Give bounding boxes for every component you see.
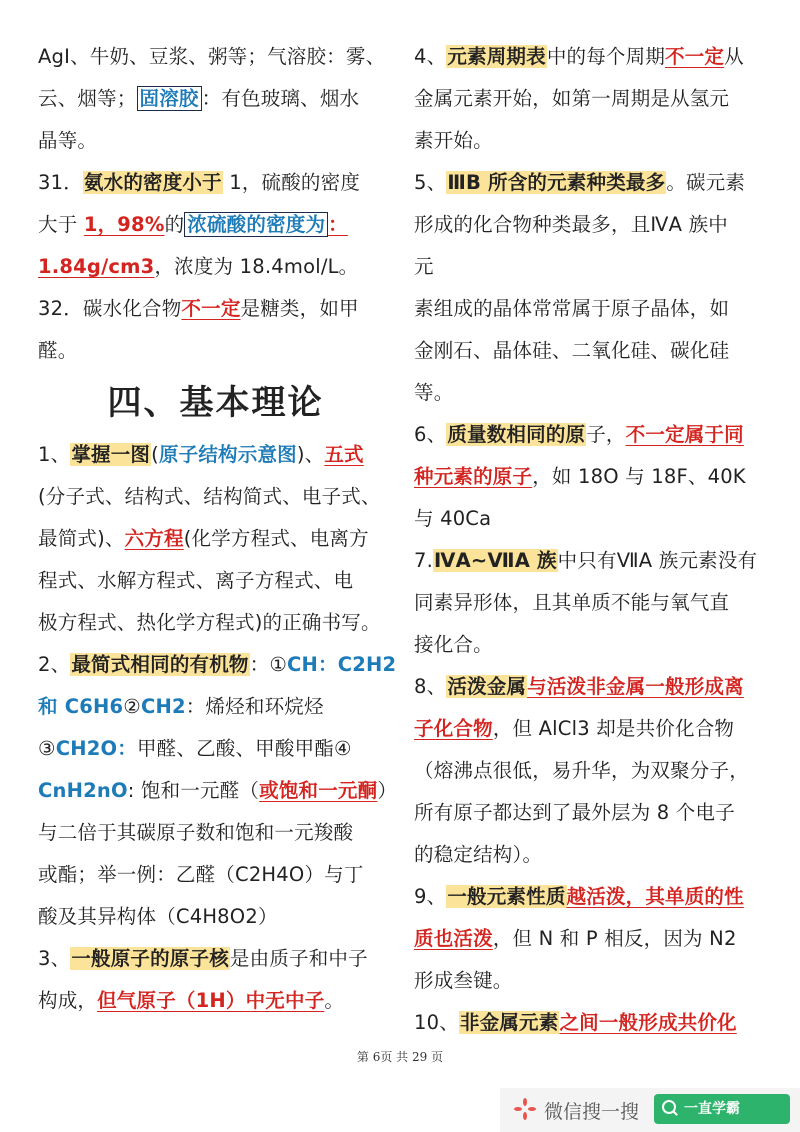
highlight-term: ⅣA~ⅦA 族 bbox=[434, 549, 557, 572]
text-line: （熔沸点很低，易升华，为双聚分子， bbox=[414, 759, 749, 782]
watermark-text: 微信搜一搜 bbox=[544, 1101, 640, 1123]
wechat-search-watermark[interactable] bbox=[500, 1088, 800, 1132]
text-line: 素开始。 bbox=[414, 129, 493, 152]
text-run: ） bbox=[377, 779, 398, 802]
text-line: 酸及其异构体（C4H8O2） bbox=[38, 905, 278, 928]
item-number: 3、 bbox=[38, 947, 71, 970]
highlight-term: 活泼金属 bbox=[447, 675, 527, 698]
text-line bbox=[38, 728, 393, 770]
text-line bbox=[38, 686, 393, 728]
text-line bbox=[38, 78, 393, 120]
text-line bbox=[38, 644, 397, 686]
red-term: 之间一般形成共价化 bbox=[559, 1011, 737, 1034]
text-line bbox=[414, 1002, 766, 1044]
boxed-term: 浓硫酸的密度为 bbox=[184, 212, 328, 237]
highlight-term: 最简式相同的有机物 bbox=[71, 653, 249, 676]
highlight-term: 质量数相同的原 bbox=[447, 423, 586, 446]
text-line bbox=[38, 162, 393, 204]
highlight-term: ⅢB 所含的元素种类最多 bbox=[447, 171, 666, 194]
text-run: 甲醛、乙酸、甲酸甲酯④ bbox=[136, 737, 352, 760]
highlight-term: 掌握一图 bbox=[71, 443, 151, 466]
text-line: 程式、水解方程式、离子方程式、电 bbox=[38, 569, 354, 592]
text-line: 晶等。 bbox=[38, 129, 98, 152]
blue-term: 和 C6H6 bbox=[38, 695, 124, 718]
item-number: 8、 bbox=[414, 675, 447, 698]
text-line bbox=[38, 770, 398, 812]
text-run: 32．碳水化合物 bbox=[38, 297, 182, 320]
text-run: ，浓度为 18.4mol/L。 bbox=[154, 255, 359, 278]
item-number: 2、 bbox=[38, 653, 71, 676]
red-term: 子化合物 bbox=[414, 717, 493, 740]
text-run: 是糖类，如甲 bbox=[240, 297, 359, 320]
text-line bbox=[38, 288, 393, 330]
text-run: ：① bbox=[249, 653, 288, 676]
text-run: ，但 AlCl3 却是共价化合物 bbox=[492, 717, 735, 740]
search-account-label: 一直学霸 bbox=[684, 1101, 740, 1117]
search-icon-handle bbox=[672, 1110, 678, 1116]
boxed-term: 固溶胶 bbox=[137, 86, 202, 111]
text-run: 大于 bbox=[38, 213, 84, 236]
text-line bbox=[414, 666, 766, 708]
red-term: 但气原子（1H）中无中子 bbox=[97, 989, 325, 1012]
text-run: 中的每个周期 bbox=[546, 45, 666, 68]
text-run: 云、烟等； bbox=[38, 87, 137, 110]
search-account-button[interactable] bbox=[654, 1094, 790, 1124]
text-run: 子， bbox=[586, 423, 626, 446]
text-run: ② bbox=[123, 695, 141, 718]
text-line: 极方程式、热化学方程式)的正确书写。 bbox=[38, 611, 381, 634]
text-line: 与二倍于其碳原子数和饱和一元羧酸 bbox=[38, 821, 354, 844]
red-term: 或饱和一元酮 bbox=[259, 779, 378, 802]
text-run: 中只有ⅦA 族元素没有 bbox=[557, 549, 758, 572]
red-value: 1，98% bbox=[83, 213, 165, 236]
text-run: ：有色玻璃、烟水 bbox=[201, 87, 360, 110]
text-line: 形成的化合物种类最多，且ⅣA 族中 bbox=[414, 213, 728, 236]
text-run: 1，硫酸的密度 bbox=[222, 171, 361, 194]
text-line: 元 bbox=[414, 255, 434, 278]
text-run: 从 bbox=[724, 45, 744, 68]
highlight-term: 氨水的密度小于 bbox=[83, 171, 222, 194]
left-column bbox=[38, 36, 398, 1022]
red-term: 六方程 bbox=[124, 527, 184, 550]
text-line bbox=[414, 540, 766, 582]
text-line bbox=[414, 456, 766, 498]
text-run: 的 bbox=[164, 213, 185, 236]
red-colon: ： bbox=[328, 213, 348, 236]
blue-term: CH2O： bbox=[55, 737, 137, 760]
text-run: )、 bbox=[296, 443, 325, 466]
red-term: 种元素的原子 bbox=[414, 465, 533, 488]
text-line: 金属元素开始，如第一周期是从氢元 bbox=[414, 87, 730, 110]
red-term: 不一定 bbox=[665, 45, 725, 68]
text-line: 等。 bbox=[414, 381, 454, 404]
text-line: 同素异形体，且其单质不能与氧气直 bbox=[414, 591, 730, 614]
highlight-term: 元素周期表 bbox=[447, 45, 546, 68]
text-line bbox=[414, 414, 766, 456]
text-line bbox=[414, 876, 766, 918]
text-line: 形成叁键。 bbox=[414, 969, 513, 992]
text-run: (化学方程式、电离方 bbox=[183, 527, 369, 550]
wechat-search-logo-icon bbox=[514, 1098, 536, 1120]
highlight-term: 一般原子的原子核 bbox=[71, 947, 229, 970]
text-line: 所有原子都达到了最外层为 8 个电子 bbox=[414, 801, 735, 824]
red-term: 质也活泼 bbox=[414, 927, 493, 950]
blue-term: CnH2nO bbox=[38, 779, 128, 802]
text-line: 金刚石、晶体硅、二氧化硅、碳化硅 bbox=[414, 339, 730, 362]
red-term: 与活泼非金属一般形成离 bbox=[527, 675, 744, 698]
text-line: 接化合。 bbox=[414, 633, 493, 656]
text-line bbox=[38, 204, 393, 246]
text-run: : 饱和一元醛（ bbox=[127, 779, 260, 802]
red-term: 越活泼，其单质的性 bbox=[566, 885, 744, 908]
red-term: 不一定属于同 bbox=[625, 423, 744, 446]
item-number: 5、 bbox=[414, 171, 447, 194]
text-run: ( bbox=[151, 443, 159, 466]
item-number: 6、 bbox=[414, 423, 447, 446]
text-line bbox=[38, 434, 393, 476]
text-run: 最简式)、 bbox=[38, 527, 125, 550]
section-heading: 四、基本理论 bbox=[107, 383, 324, 423]
item-number: 1、 bbox=[38, 443, 71, 466]
text-line bbox=[414, 918, 766, 960]
text-line bbox=[414, 162, 766, 204]
blue-term: CH2 bbox=[140, 695, 186, 718]
text-line: 与 40Ca bbox=[414, 507, 492, 530]
highlight-term: 一般元素性质 bbox=[447, 885, 566, 908]
text-run: ：烯烃和环烷烃 bbox=[185, 695, 324, 718]
text-line bbox=[38, 246, 393, 288]
text-line bbox=[38, 938, 393, 980]
text-run: ③ bbox=[38, 737, 56, 760]
text-line: 或酯；举一例：乙醛（C2H4O）与丁 bbox=[38, 863, 364, 886]
text-run: 。 bbox=[324, 989, 345, 1012]
highlight-term: 非金属元素 bbox=[459, 1011, 559, 1034]
red-term: 五式 bbox=[324, 443, 364, 466]
text-run: ，但 N 和 P 相反，因为 N2 bbox=[492, 927, 737, 950]
right-column bbox=[414, 36, 766, 1044]
text-line: (分子式、结构式、结构简式、电子式、 bbox=[38, 485, 381, 508]
blue-term: CH：C2H2 bbox=[287, 653, 397, 676]
text-run: ，如 18O 与 18F、40K bbox=[532, 465, 746, 488]
item-number: 9、 bbox=[414, 885, 447, 908]
item-number: 4、 bbox=[414, 45, 447, 68]
text-run: 。碳元素 bbox=[666, 171, 746, 194]
text-run: 构成， bbox=[38, 989, 98, 1012]
text-line: 醛。 bbox=[38, 339, 78, 362]
text-line: AgI、牛奶、豆浆、粥等；气溶胶：雾、 bbox=[38, 45, 386, 68]
red-term: 不一定 bbox=[181, 297, 241, 320]
text-line bbox=[414, 36, 766, 78]
page-footer: 第 6页 共 29 页 bbox=[356, 1050, 444, 1064]
text-line: 素组成的晶体常常属于原子晶体，如 bbox=[414, 297, 730, 320]
text-run: 是由质子和中子 bbox=[229, 947, 368, 970]
text-line bbox=[38, 518, 393, 560]
blue-term: 原子结构示意图 bbox=[158, 443, 297, 466]
item-number: 31． bbox=[38, 171, 83, 194]
text-line: 的稳定结构）。 bbox=[414, 843, 543, 866]
item-number: 10、 bbox=[414, 1011, 459, 1034]
text-line bbox=[414, 708, 766, 750]
text-line bbox=[38, 980, 393, 1022]
red-value: 1.84g/cm3 bbox=[38, 255, 155, 278]
item-number: 7. bbox=[414, 549, 434, 572]
